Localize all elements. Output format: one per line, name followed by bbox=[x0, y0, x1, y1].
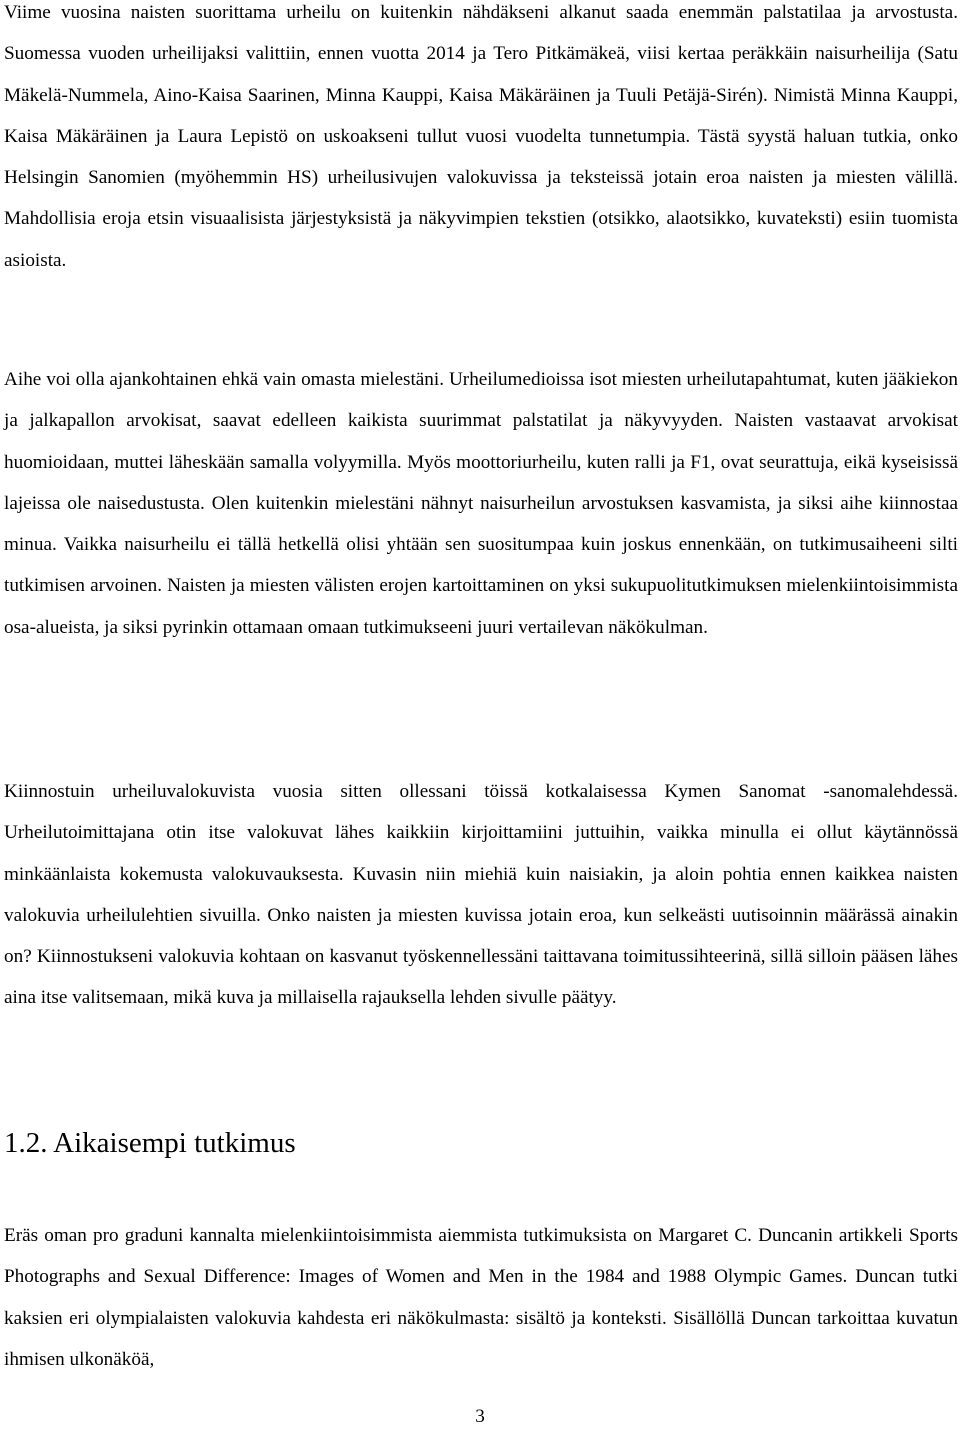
paragraph-1: Viime vuosina naisten suorittama urheilu on kuitenkin nähdäkseni alkanut saada enemmän palstatilaa ja arvostusta. Suomessa vuoden urheilijaksi valittiin, ennen vuotta 2014 ja Tero Pitkämäkeä, viisi kertaa peräkkäin naisurheilija (Satu Mäkelä-Nummela, Aino-Kaisa Saarinen, Minna Kauppi, Kaisa Mäkäräinen ja Tuuli Petäjä-Sirén). Nimistä Minna Kauppi, Kaisa Mäkäräinen ja Laura Lepistö on uskoakseni tullut vuosi vuodelta tunnetumpia. Tästä syystä haluan tutkia, onko Helsingin Sanomien (myöhemmin HS) urheilusivujen valokuvissa ja teksteissä jotain eroa naisten ja miesten välillä. Mahdollisia eroja etsin visuaalisista järjestyksistä ja näkyvimpien tekstien (otsikko, alaotsikko, kuvateksti) esiin tuomista asioista. bbox=[4, 2, 958, 271]
paragraph-3: Kiinnostuin urheiluvalokuvista vuosia sitten ollessani töissä kotkalaisessa Kymen Sanomat -sanomalehdessä. Urheilutoimittajana otin itse valokuvat lähes kaikkiin kirjoittamiini juttuihin, vaikka minulla ei ollut käytännössä minkäänlaista kokemusta valokuvauksesta. Kuvasin niin miehiä kuin naisiakin, ja aloin pohtia ennen kaikkea naisten valokuvia urheilulehtien sivuilla. Onko naisten ja miesten kuvissa jotain eroa, kun selkeästi uutisoinnin määrässä ainakin on? Kiinnostukseni valokuvia kohtaan on kasvanut työskennellessäni taittavana toimitussihteerinä, sillä silloin pääsen lähes aina itse valitsemaan, mikä kuva ja millaisella rajauksella lehden sivulle päätyy. bbox=[4, 781, 958, 1009]
paragraph-4: Eräs oman pro graduni kannalta mielenkiintoisimmista aiemmista tutkimuksista on Margaret C. Duncanin artikkeli Sports Photographs and Sexual Difference: Images of Women and Men in the 1984 and 1988 Olympic Games. Duncan tutki kaksien eri olympialaisten valokuvia kahdesta eri näkökulmasta: sisältö ja konteksti. Sisällöllä Duncan tarkoittaa kuvatun ihmisen ulkonäköä, bbox=[4, 1225, 958, 1370]
section-heading: 1.2. Aikaisempi tutkimus bbox=[4, 1127, 296, 1159]
page-number: 3 bbox=[475, 1406, 485, 1427]
paragraph-2: Aihe voi olla ajankohtainen ehkä vain omasta mielestäni. Urheilumedioissa isot miesten urheilutapahtumat, kuten jääkiekon ja jalkapallon arvokisat, saavat edelleen kaikista suurimmat palstatilat ja näkyvyyden. Naisten vastaavat arvokisat huomioidaan, muttei läheskään samalla volyymilla. Myös moottoriurheilu, kuten ralli ja F1, ovat seurattuja, eikä kyseisissä lajeissa ole naisedustusta. Olen kuitenkin mielestäni nähnyt naisurheilun arvostuksen kasvamista, ja siksi aihe kiinnostaa minua. Vaikka naisurheilu ei tällä hetkellä olisi yhtään sen suositumpaa kuin joskus ennenkään, on tutkimusaiheeni silti tutkimisen arvoinen. Naisten ja miesten välisten erojen kartoittaminen on yksi sukupuolitutkimuksen mielenkiintoisimmista osa-alueista, ja siksi pyrinkin ottamaan omaan tutkimukseeni juuri vertailevan näkökulman. bbox=[4, 369, 958, 638]
